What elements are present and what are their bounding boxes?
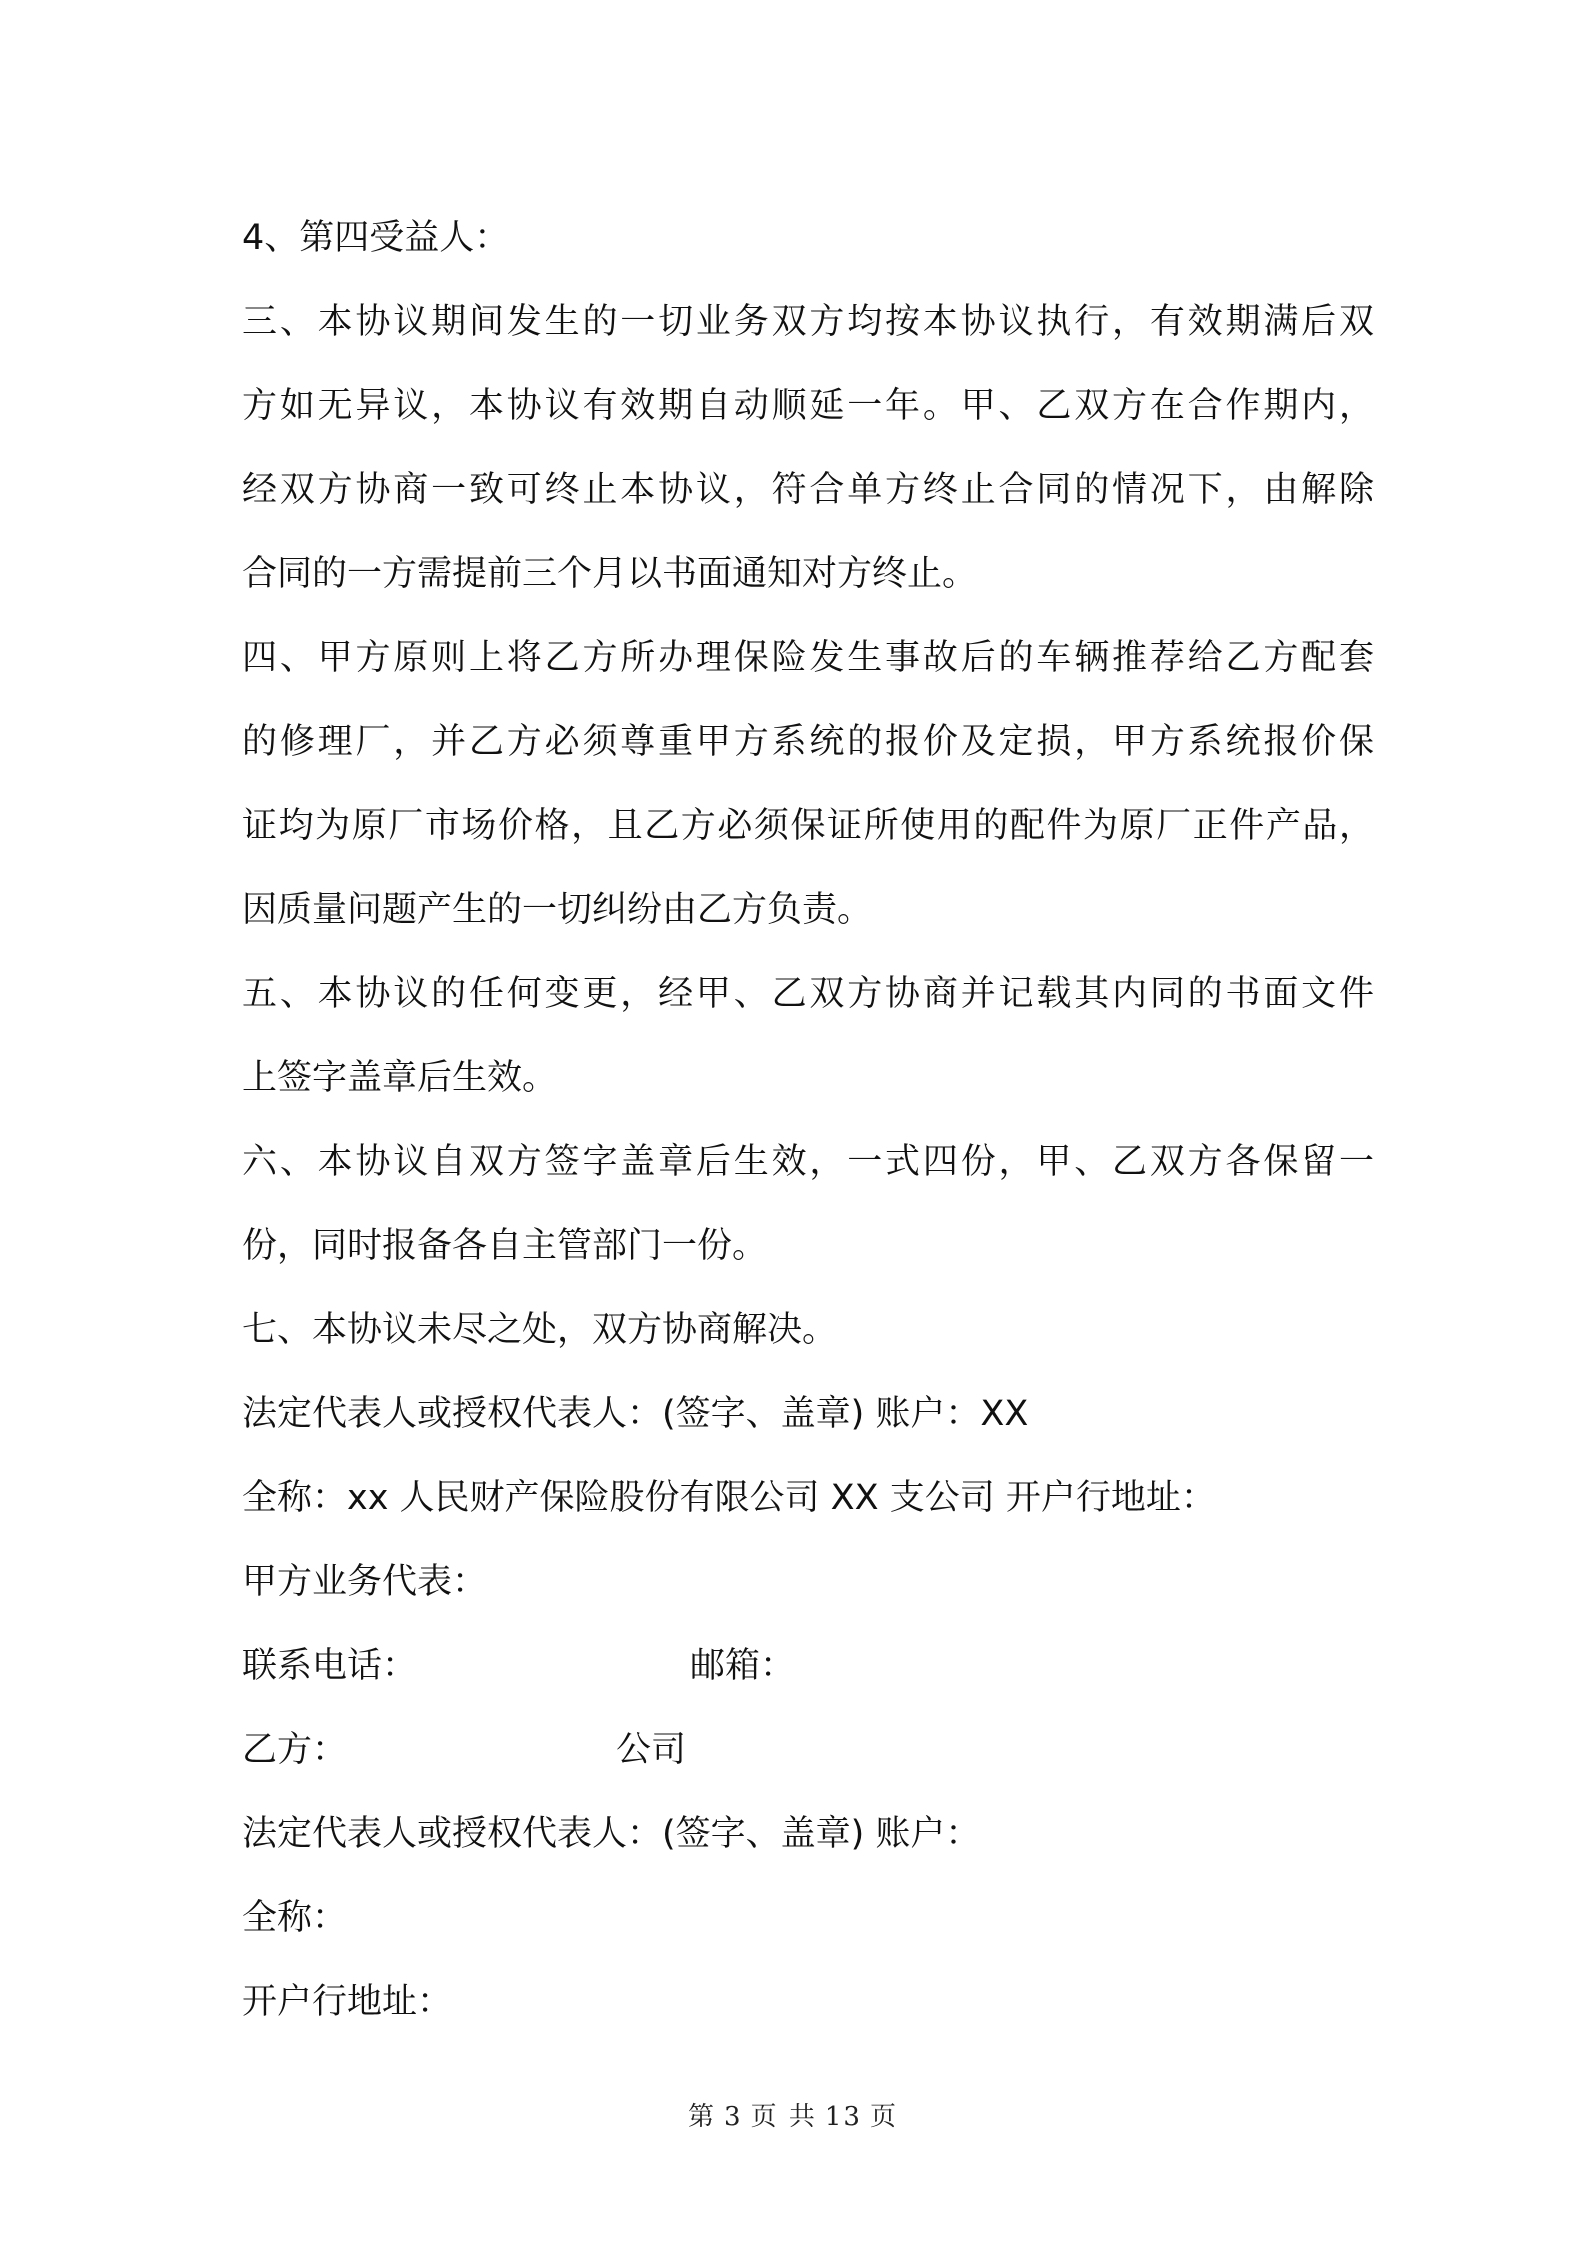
footer-middle: 页 共 (750, 2102, 817, 2132)
clause-4-line-2: 的修理厂，并乙方必须尊重甲方系统的报价及定损，甲方系统报价保 (242, 722, 1374, 762)
page-footer (0, 2096, 1586, 2133)
clause-6-line-1: 六、本协议自双方签字盖章后生效，一式四份，甲、乙双方各保留一 (242, 1142, 1374, 1182)
party-b-full-name: 全称： (242, 1898, 348, 1938)
clause-4-line-1: 四、甲方原则上将乙方所办理保险发生事故后的车辆推荐给乙方配套 (242, 638, 1374, 678)
footer-suffix: 页 (869, 2102, 898, 2132)
party-b-company: 公司 (616, 1730, 687, 1770)
clause-5-line-2: 上签字盖章后生效。 (242, 1058, 558, 1098)
document-body (242, 196, 1374, 2044)
footer-total-pages: 13 (824, 2102, 862, 2132)
contact-phone-label: 联系电话： (242, 1646, 418, 1686)
party-b-bank-address: 开户行地址： (242, 1982, 453, 2022)
clause-3-line-1: 三、本协议期间发生的一切业务双方均按本协议执行，有效期满后双 (242, 302, 1374, 342)
clause-4-line-4: 因质量问题产生的一切纠纷由乙方负责。 (242, 890, 873, 930)
party-a-business-rep: 甲方业务代表： (242, 1562, 488, 1602)
beneficiary-4: 4、第四受益人： (242, 218, 510, 258)
footer-page-number: 3 (724, 2102, 743, 2132)
party-a-representative: 法定代表人或授权代表人：(签字、盖章) 账户：XX (242, 1394, 1029, 1434)
party-b-row (242, 1708, 1374, 1792)
contact-email-label: 邮箱： (690, 1646, 796, 1686)
clause-3-line-3: 经双方协商一致可终止本协议，符合单方终止合同的情况下，由解除 (242, 470, 1374, 510)
contact-row (242, 1624, 1374, 1708)
party-b-label: 乙方： (242, 1730, 348, 1770)
clause-3-line-2: 方如无异议，本协议有效期自动顺延一年。甲、乙双方在合作期内， (242, 386, 1374, 426)
clause-3-line-4: 合同的一方需提前三个月以书面通知对方终止。 (242, 554, 978, 594)
clause-7: 七、本协议未尽之处，双方协商解决。 (242, 1310, 838, 1350)
clause-4-line-3: 证均为原厂市场价格，且乙方必须保证所使用的配件为原厂正件产品， (242, 806, 1374, 846)
clause-6-line-2: 份，同时报备各自主管部门一份。 (242, 1226, 768, 1266)
party-b-representative: 法定代表人或授权代表人：(签字、盖章) 账户： (242, 1814, 981, 1854)
footer-prefix: 第 (688, 2102, 717, 2132)
party-a-full-name: 全称：xx 人民财产保险股份有限公司 XX 支公司 开户行地址： (242, 1478, 1216, 1518)
clause-5-line-1: 五、本协议的任何变更，经甲、乙双方协商并记载其内同的书面文件 (242, 974, 1374, 1014)
